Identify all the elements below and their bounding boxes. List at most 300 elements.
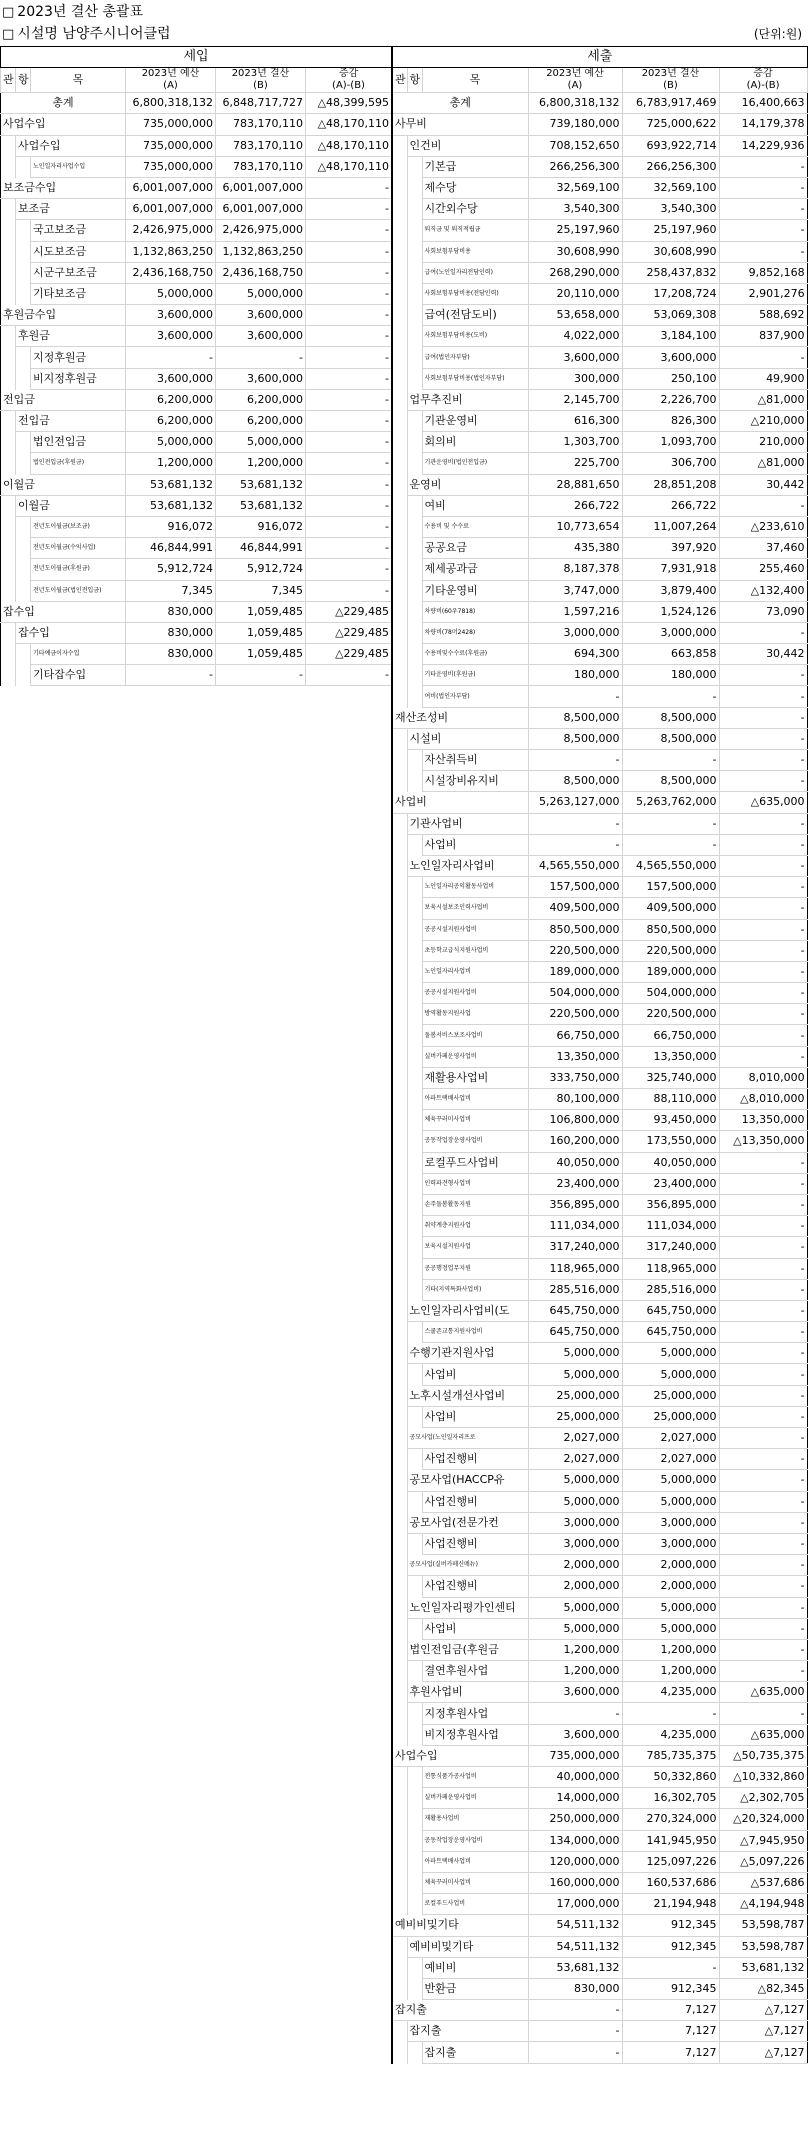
budget-value: 111,034,000 xyxy=(528,1216,622,1237)
budget-value: 6,001,007,000 xyxy=(126,199,216,220)
budget-value: 735,000,000 xyxy=(126,135,216,156)
settle-value: 1,132,863,250 xyxy=(216,241,306,262)
indent-cell xyxy=(407,1872,422,1893)
indent-cell xyxy=(392,1830,407,1851)
indent-cell xyxy=(407,347,422,368)
item-name: 급여(법인자부담) xyxy=(422,347,528,368)
settle-value: 1,200,000 xyxy=(622,1639,719,1660)
expense-row xyxy=(392,241,807,262)
diff-value: - xyxy=(306,516,392,537)
indent-cell xyxy=(407,834,422,855)
indent-cell xyxy=(16,453,31,474)
indent-cell xyxy=(407,1703,422,1724)
expense-row xyxy=(392,1025,807,1046)
budget-value: - xyxy=(528,1703,622,1724)
indent-cell xyxy=(392,750,407,771)
item-name: 예비비및기타 xyxy=(392,1915,528,1936)
indent-cell xyxy=(1,516,16,537)
indent-cell xyxy=(407,241,422,262)
settle-value: 4,235,000 xyxy=(622,1724,719,1745)
settle-value: 783,170,110 xyxy=(216,156,306,177)
settle-value: 11,007,264 xyxy=(622,516,719,537)
item-name: 총계 xyxy=(392,93,528,114)
diff-value: - xyxy=(719,495,807,516)
budget-value: 5,000,000 xyxy=(528,1364,622,1385)
indent-cell xyxy=(407,1046,422,1067)
diff-value: - xyxy=(719,1639,807,1660)
expense-row xyxy=(392,1364,807,1385)
indent-cell xyxy=(16,432,31,453)
item-name: 법인전입금(후원금 xyxy=(407,1639,528,1660)
budget-value: 189,000,000 xyxy=(528,961,622,982)
expense-row xyxy=(392,1512,807,1533)
settle-value: 783,170,110 xyxy=(216,135,306,156)
budget-value: 8,500,000 xyxy=(528,728,622,749)
diff-value: - xyxy=(719,898,807,919)
diff-value: - xyxy=(306,326,392,347)
item-name: 공공시설지원사업비 xyxy=(422,919,528,940)
indent-cell xyxy=(392,1194,407,1215)
item-name: 노인일자리사업비(도 xyxy=(407,1300,528,1321)
diff-value: - xyxy=(719,177,807,198)
settle-value: 1,524,126 xyxy=(622,601,719,622)
item-name: 잡지출 xyxy=(407,2021,528,2042)
revenue-row xyxy=(1,432,392,453)
budget-value: 23,400,000 xyxy=(528,1173,622,1194)
expense-row xyxy=(392,855,807,876)
item-name: 퇴직금 및 퇴직적립금 xyxy=(422,220,528,241)
settle-value: 2,000,000 xyxy=(622,1555,719,1576)
settle-value: 88,110,000 xyxy=(622,1089,719,1110)
revenue-row xyxy=(1,283,392,304)
diff-value: 13,350,000 xyxy=(719,1110,807,1131)
budget-value: 6,001,007,000 xyxy=(126,177,216,198)
settle-value: 40,050,000 xyxy=(622,1152,719,1173)
indent-cell xyxy=(392,1639,407,1660)
budget-value: - xyxy=(528,2021,622,2042)
item-name: 공동작업장운영사업비 xyxy=(422,1131,528,1152)
item-name: 급여(노인일자리전담인력) xyxy=(422,262,528,283)
indent-cell xyxy=(392,347,407,368)
budget-value: 916,072 xyxy=(126,516,216,537)
item-name: 여비 xyxy=(422,495,528,516)
item-name: 사업비 xyxy=(422,1364,528,1385)
indent-cell xyxy=(407,580,422,601)
settle-value: 912,345 xyxy=(622,1915,719,1936)
indent-cell xyxy=(392,220,407,241)
item-name: 이월금 xyxy=(1,474,126,495)
indent-cell xyxy=(407,1364,422,1385)
item-name: 사업진행비 xyxy=(422,1449,528,1470)
expense-row xyxy=(392,1279,807,1300)
indent-cell xyxy=(407,1894,422,1915)
expense-row xyxy=(392,1216,807,1237)
item-name: 사업비 xyxy=(392,792,528,813)
indent-cell xyxy=(407,1830,422,1851)
budget-value: 32,569,100 xyxy=(528,177,622,198)
settle-value: 1,059,485 xyxy=(216,601,306,622)
diff-value: △8,010,000 xyxy=(719,1089,807,1110)
settle-value: 6,001,007,000 xyxy=(216,199,306,220)
diff-value: - xyxy=(719,1046,807,1067)
settle-value: 5,000,000 xyxy=(622,1618,719,1639)
diff-value: △48,170,110 xyxy=(306,156,392,177)
item-name: 공모사업(전문가컨 xyxy=(407,1512,528,1533)
diff-value: △7,127 xyxy=(719,2000,807,2021)
col-settle: 2023년 결산 (B) xyxy=(216,68,306,93)
item-name: 사회보험부담비용(도비) xyxy=(422,326,528,347)
expense-row xyxy=(392,898,807,919)
indent-cell xyxy=(407,1618,422,1639)
diff-value: 9,852,168 xyxy=(719,262,807,283)
diff-value: - xyxy=(719,983,807,1004)
item-name: 제세공과금 xyxy=(422,559,528,580)
budget-value: 220,500,000 xyxy=(528,940,622,961)
indent-cell xyxy=(1,241,16,262)
budget-value: 40,050,000 xyxy=(528,1152,622,1173)
diff-value: △229,485 xyxy=(306,601,392,622)
item-name: 보조금 xyxy=(16,199,126,220)
indent-cell xyxy=(407,1406,422,1427)
item-name: 후원금수입 xyxy=(1,305,126,326)
item-name: 공공요금 xyxy=(422,538,528,559)
budget-value: 333,750,000 xyxy=(528,1067,622,1088)
budget-value: 830,000 xyxy=(126,644,216,665)
indent-cell xyxy=(392,432,407,453)
item-name: 지정후원금 xyxy=(31,347,126,368)
indent-cell xyxy=(392,1470,407,1491)
indent-cell xyxy=(16,644,31,665)
budget-value: 14,000,000 xyxy=(528,1788,622,1809)
revenue-row xyxy=(1,114,392,135)
item-name: 기관운영비(법인전입금) xyxy=(422,453,528,474)
revenue-row xyxy=(1,305,392,326)
indent-cell xyxy=(407,771,422,792)
indent-cell xyxy=(407,622,422,643)
indent-cell xyxy=(1,622,16,643)
settle-value: 25,000,000 xyxy=(622,1406,719,1427)
budget-value: 30,608,990 xyxy=(528,241,622,262)
budget-value: 830,000 xyxy=(126,601,216,622)
indent-cell xyxy=(392,559,407,580)
budget-value: 735,000,000 xyxy=(528,1745,622,1766)
indent-cell xyxy=(392,898,407,919)
budget-value: 616,300 xyxy=(528,411,622,432)
item-name: 노인일자리사업비 xyxy=(422,961,528,982)
indent-cell xyxy=(392,1131,407,1152)
budget-value: 409,500,000 xyxy=(528,898,622,919)
revenue-row xyxy=(1,262,392,283)
diff-value: - xyxy=(719,1555,807,1576)
indent-cell xyxy=(392,199,407,220)
budget-value: 80,100,000 xyxy=(528,1089,622,1110)
indent-cell xyxy=(407,1788,422,1809)
item-name: 기타예금이자수입 xyxy=(31,644,126,665)
expense-row xyxy=(392,135,807,156)
settle-value: 645,750,000 xyxy=(622,1322,719,1343)
settle-value: 7,127 xyxy=(622,2021,719,2042)
diff-value: △81,000 xyxy=(719,453,807,474)
settle-value: 4,565,550,000 xyxy=(622,855,719,876)
budget-value: 3,600,000 xyxy=(528,1724,622,1745)
budget-value: 1,200,000 xyxy=(528,1661,622,1682)
settle-value: 645,750,000 xyxy=(622,1300,719,1321)
indent-cell xyxy=(407,1216,422,1237)
indent-cell xyxy=(392,389,407,410)
item-name: 스쿨존교통지원사업비 xyxy=(422,1322,528,1343)
diff-value: 30,442 xyxy=(719,644,807,665)
settle-value: 306,700 xyxy=(622,453,719,474)
item-name: 돌봄서비스보조사업비 xyxy=(422,1025,528,1046)
indent-cell xyxy=(392,983,407,1004)
budget-value: 118,965,000 xyxy=(528,1258,622,1279)
indent-cell xyxy=(392,940,407,961)
indent-cell xyxy=(392,1300,407,1321)
item-name: 보육시설지원사업 xyxy=(422,1237,528,1258)
item-name: 체육꾸러미사업비 xyxy=(422,1110,528,1131)
indent-cell xyxy=(16,241,31,262)
indent-cell xyxy=(392,601,407,622)
indent-cell xyxy=(407,1851,422,1872)
settle-value: 270,324,000 xyxy=(622,1809,719,1830)
budget-value: 66,750,000 xyxy=(528,1025,622,1046)
budget-value: 28,881,650 xyxy=(528,474,622,495)
diff-value: - xyxy=(719,1300,807,1321)
settle-value: 5,000,000 xyxy=(622,1597,719,1618)
revenue-table xyxy=(0,46,392,686)
diff-value: - xyxy=(719,961,807,982)
budget-value: 3,600,000 xyxy=(126,368,216,389)
item-name: 여비(법인자부담) xyxy=(422,686,528,707)
indent-cell xyxy=(407,1491,422,1512)
expense-row xyxy=(392,940,807,961)
expense-row xyxy=(392,1152,807,1173)
budget-value: 694,300 xyxy=(528,644,622,665)
diff-value: 73,090 xyxy=(719,601,807,622)
diff-value: - xyxy=(719,1279,807,1300)
diff-value: - xyxy=(719,1322,807,1343)
settle-value: 4,235,000 xyxy=(622,1682,719,1703)
revenue-row xyxy=(1,474,392,495)
settle-value: 663,858 xyxy=(622,644,719,665)
budget-value: - xyxy=(528,2000,622,2021)
budget-value: 850,500,000 xyxy=(528,919,622,940)
expense-row xyxy=(392,411,807,432)
settle-value: 23,400,000 xyxy=(622,1173,719,1194)
item-name: 재활용사업비 xyxy=(422,1809,528,1830)
diff-value: - xyxy=(719,1364,807,1385)
indent-cell xyxy=(16,262,31,283)
col-diff: 증감 (A)-(B) xyxy=(719,68,807,93)
item-name: 사업진행비 xyxy=(422,1533,528,1554)
expense-row xyxy=(392,877,807,898)
expense-row xyxy=(392,1682,807,1703)
settle-value: 2,000,000 xyxy=(622,1576,719,1597)
expense-row xyxy=(392,1872,807,1893)
indent-cell xyxy=(16,665,31,686)
indent-cell xyxy=(407,919,422,940)
indent-cell xyxy=(1,156,16,177)
revenue-section-row xyxy=(1,47,392,68)
expense-row xyxy=(392,622,807,643)
diff-value: △210,000 xyxy=(719,411,807,432)
indent-cell xyxy=(392,1555,407,1576)
indent-cell xyxy=(1,262,16,283)
item-name: 공모사업(HACCP유 xyxy=(407,1470,528,1491)
indent-cell xyxy=(407,538,422,559)
budget-value: 645,750,000 xyxy=(528,1322,622,1343)
budget-value: 2,426,975,000 xyxy=(126,220,216,241)
budget-value: 5,000,000 xyxy=(126,283,216,304)
settle-value: 5,000,000 xyxy=(216,432,306,453)
settle-value: 725,000,622 xyxy=(622,114,719,135)
budget-value: 106,800,000 xyxy=(528,1110,622,1131)
indent-cell xyxy=(1,326,16,347)
budget-value: 54,511,132 xyxy=(528,1936,622,1957)
indent-cell xyxy=(407,1194,422,1215)
settle-value: - xyxy=(216,665,306,686)
settle-value: 220,500,000 xyxy=(622,1004,719,1025)
budget-value: 17,000,000 xyxy=(528,1894,622,1915)
item-name: 사업진행비 xyxy=(422,1576,528,1597)
budget-value: 739,180,000 xyxy=(528,114,622,135)
diff-value: △4,194,948 xyxy=(719,1894,807,1915)
diff-value: - xyxy=(719,877,807,898)
indent-cell xyxy=(392,411,407,432)
budget-value: 1,200,000 xyxy=(126,453,216,474)
indent-cell xyxy=(407,1237,422,1258)
expense-row xyxy=(392,1915,807,1936)
item-name: 시도보조금 xyxy=(31,241,126,262)
indent-cell xyxy=(407,1809,422,1830)
budget-value: 5,000,000 xyxy=(528,1343,622,1364)
expense-row xyxy=(392,199,807,220)
settle-value: 409,500,000 xyxy=(622,898,719,919)
indent-cell xyxy=(16,283,31,304)
revenue-row xyxy=(1,538,392,559)
expense-row xyxy=(392,1661,807,1682)
expense-row xyxy=(392,1639,807,1660)
item-name: 시간외수당 xyxy=(422,199,528,220)
indent-cell xyxy=(407,1724,422,1745)
indent-cell xyxy=(407,559,422,580)
expense-row xyxy=(392,1067,807,1088)
budget-value: 3,000,000 xyxy=(528,1533,622,1554)
diff-value: △7,945,950 xyxy=(719,1830,807,1851)
expense-row xyxy=(392,1046,807,1067)
settle-value: 141,945,950 xyxy=(622,1830,719,1851)
diff-value: △13,350,000 xyxy=(719,1131,807,1152)
expense-row xyxy=(392,1597,807,1618)
item-name: 기관운영비 xyxy=(422,411,528,432)
budget-value: 53,681,132 xyxy=(528,1957,622,1978)
budget-value: 8,500,000 xyxy=(528,707,622,728)
item-name: 예비비및기타 xyxy=(407,1936,528,1957)
budget-value: 3,000,000 xyxy=(528,1512,622,1533)
revenue-section-title: 세입 xyxy=(1,47,392,68)
settle-value: 17,208,724 xyxy=(622,283,719,304)
indent-cell xyxy=(407,368,422,389)
indent-cell xyxy=(392,474,407,495)
expense-row xyxy=(392,728,807,749)
budget-value: 504,000,000 xyxy=(528,983,622,1004)
budget-value: 300,000 xyxy=(528,368,622,389)
settle-value: 3,000,000 xyxy=(622,1512,719,1533)
indent-cell xyxy=(392,262,407,283)
indent-cell xyxy=(392,1957,407,1978)
item-name: 전입금 xyxy=(16,411,126,432)
revenue-row xyxy=(1,199,392,220)
diff-value: - xyxy=(719,1385,807,1406)
settle-value: 7,127 xyxy=(622,2000,719,2021)
budget-value: 160,000,000 xyxy=(528,1872,622,1893)
diff-value: - xyxy=(719,813,807,834)
indent-cell xyxy=(392,728,407,749)
indent-cell xyxy=(392,1703,407,1724)
settle-value: 16,302,705 xyxy=(622,1788,719,1809)
indent-cell xyxy=(392,1661,407,1682)
settle-value: 189,000,000 xyxy=(622,961,719,982)
item-name: 로컬푸드사업비 xyxy=(422,1894,528,1915)
item-name: 이월금 xyxy=(16,495,126,516)
budget-value: 3,000,000 xyxy=(528,622,622,643)
diff-value: - xyxy=(719,1025,807,1046)
diff-value: △635,000 xyxy=(719,1682,807,1703)
diff-value: △635,000 xyxy=(719,1724,807,1745)
settle-value: 7,345 xyxy=(216,580,306,601)
diff-value: - xyxy=(719,1597,807,1618)
budget-value: 3,600,000 xyxy=(528,1682,622,1703)
indent-cell xyxy=(407,411,422,432)
diff-value: - xyxy=(719,156,807,177)
settle-value: 25,000,000 xyxy=(622,1385,719,1406)
budget-value: - xyxy=(528,750,622,771)
item-name: 법인전입금 xyxy=(31,432,126,453)
settle-value: 785,735,375 xyxy=(622,1745,719,1766)
diff-value: - xyxy=(719,1194,807,1215)
indent-cell xyxy=(392,1406,407,1427)
indent-cell xyxy=(407,877,422,898)
indent-cell xyxy=(392,1428,407,1449)
item-name: 기타잡수입 xyxy=(31,665,126,686)
diff-value: - xyxy=(306,453,392,474)
budget-value: 53,681,132 xyxy=(126,495,216,516)
indent-cell xyxy=(392,2021,407,2042)
settle-value: 3,600,000 xyxy=(216,326,306,347)
settle-value: 3,600,000 xyxy=(216,368,306,389)
revenue-row xyxy=(1,622,392,643)
indent-cell xyxy=(392,1851,407,1872)
settle-value: 397,920 xyxy=(622,538,719,559)
revenue-row xyxy=(1,516,392,537)
expense-row xyxy=(392,983,807,1004)
diff-value: - xyxy=(306,559,392,580)
item-name: 차량비(60우7818) xyxy=(422,601,528,622)
settle-value: 3,879,400 xyxy=(622,580,719,601)
budget-value: 6,800,318,132 xyxy=(528,93,622,114)
indent-cell xyxy=(392,1978,407,1999)
diff-value: - xyxy=(306,432,392,453)
diff-value: △50,735,375 xyxy=(719,1745,807,1766)
indent-cell xyxy=(392,368,407,389)
item-name: 전년도이월금(수익사업) xyxy=(31,538,126,559)
diff-value: - xyxy=(719,220,807,241)
diff-value: - xyxy=(306,389,392,410)
expense-section-row xyxy=(392,47,807,68)
diff-value: - xyxy=(306,199,392,220)
indent-cell xyxy=(392,1533,407,1554)
item-name: 재산조성비 xyxy=(392,707,528,728)
